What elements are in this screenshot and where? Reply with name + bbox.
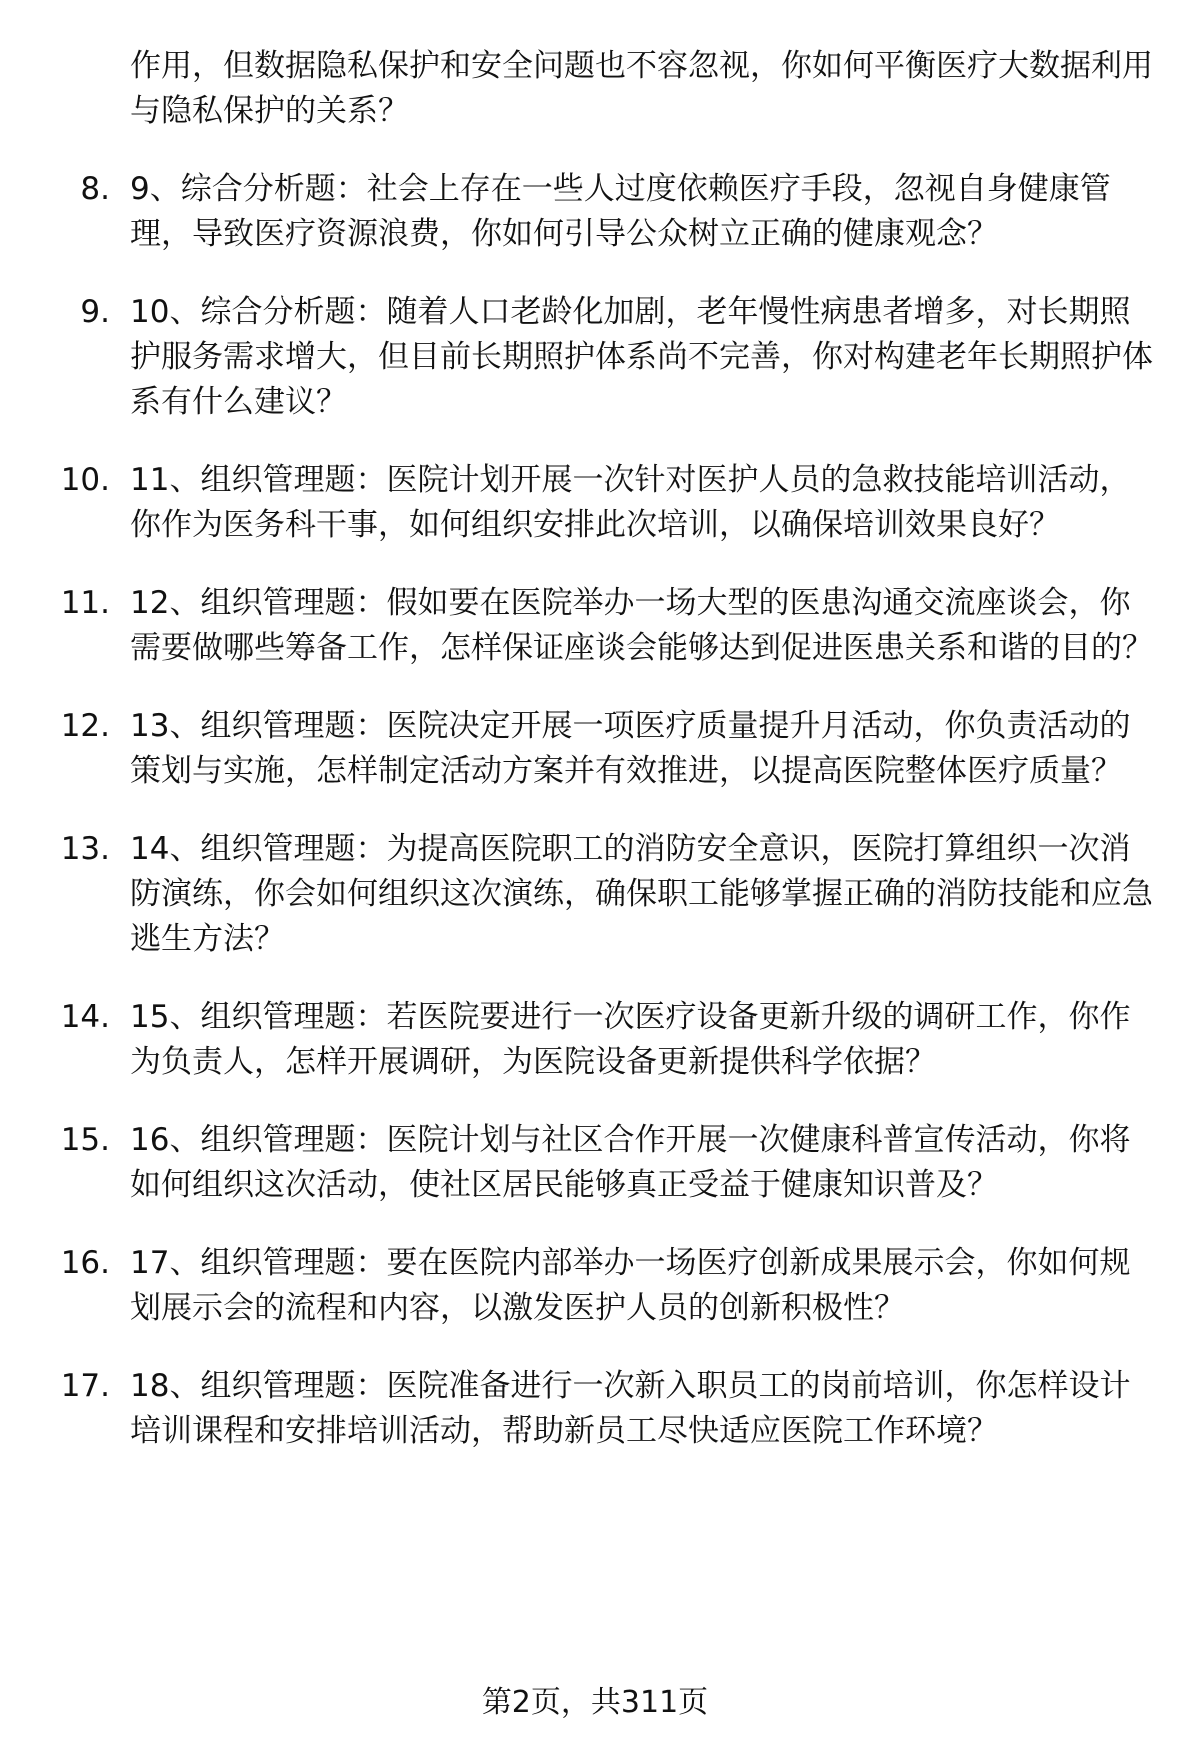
list-item [0,1241,1190,1331]
item-text: 16、组织管理题：医院计划与社区合作开展一次健康科普宣传活动，你将如何组织这次活动，使社区居民能够真正受益于健康知识普及？ [130,1122,1131,1203]
list-item [0,44,1190,134]
item-text: 作用，但数据隐私保护和安全问题也不容忽视，你如何平衡医疗大数据利用与隐私保护的关系？ [130,48,1153,129]
list-item [0,458,1190,548]
item-text: 17、组织管理题：要在医院内部举办一场医疗创新成果展示会，你如何规划展示会的流程和内容，以激发医护人员的创新积极性？ [130,1245,1131,1326]
list-item [0,581,1190,671]
list-item [0,1118,1190,1208]
item-number: 8. [80,171,110,207]
list-item [0,1364,1190,1454]
item-number: 10. [60,462,110,498]
item-text: 18、组织管理题：医院准备进行一次新入职员工的岗前培训，你怎样设计培训课程和安排培训活动，帮助新员工尽快适应医院工作环境？ [130,1368,1131,1449]
item-number: 13. [60,831,110,867]
item-text: 13、组织管理题：医院决定开展一项医疗质量提升月活动，你负责活动的策划与实施，怎样制定活动方案并有效推进，以提高医院整体医疗质量？ [130,708,1131,789]
item-number: 11. [60,585,110,621]
item-text: 15、组织管理题：若医院要进行一次医疗设备更新升级的调研工作，你作为负责人，怎样开展调研，为医院设备更新提供科学依据？ [130,999,1131,1080]
item-number: 12. [60,708,110,744]
item-text: 10、综合分析题：随着人口老龄化加剧，老年慢性病患者增多，对长期照护服务需求增大，但目前长期照护体系尚不完善，你对构建老年长期照护体系有什么建议？ [130,294,1153,420]
item-text: 9、综合分析题：社会上存在一些人过度依赖医疗手段，忽视自身健康管理，导致医疗资源浪费，你如何引导公众树立正确的健康观念？ [130,171,1111,252]
list-item [0,167,1190,257]
item-text: 11、组织管理题：医院计划开展一次针对医护人员的急救技能培训活动，你作为医务科干事，如何组织安排此次培训，以确保培训效果良好？ [130,462,1131,543]
list-item [0,995,1190,1085]
item-number: 9. [80,294,110,330]
list-item [0,827,1190,962]
item-number: 14. [60,999,110,1035]
list-item [0,704,1190,794]
item-number: 16. [60,1245,110,1281]
item-number: 15. [60,1122,110,1158]
item-number: 17. [60,1368,110,1404]
page-number-footer: 第2页，共311页 [481,1685,709,1720]
item-text: 14、组织管理题：为提高医院职工的消防安全意识，医院打算组织一次消防演练，你会如何组织这次演练，确保职工能够掌握正确的消防技能和应急逃生方法？ [130,831,1153,957]
item-text: 12、组织管理题：假如要在医院举办一场大型的医患沟通交流座谈会，你需要做哪些筹备工作，怎样保证座谈会能够达到促进医患关系和谐的目的？ [130,585,1153,666]
list-item [0,290,1190,425]
question-list [0,44,1190,1487]
